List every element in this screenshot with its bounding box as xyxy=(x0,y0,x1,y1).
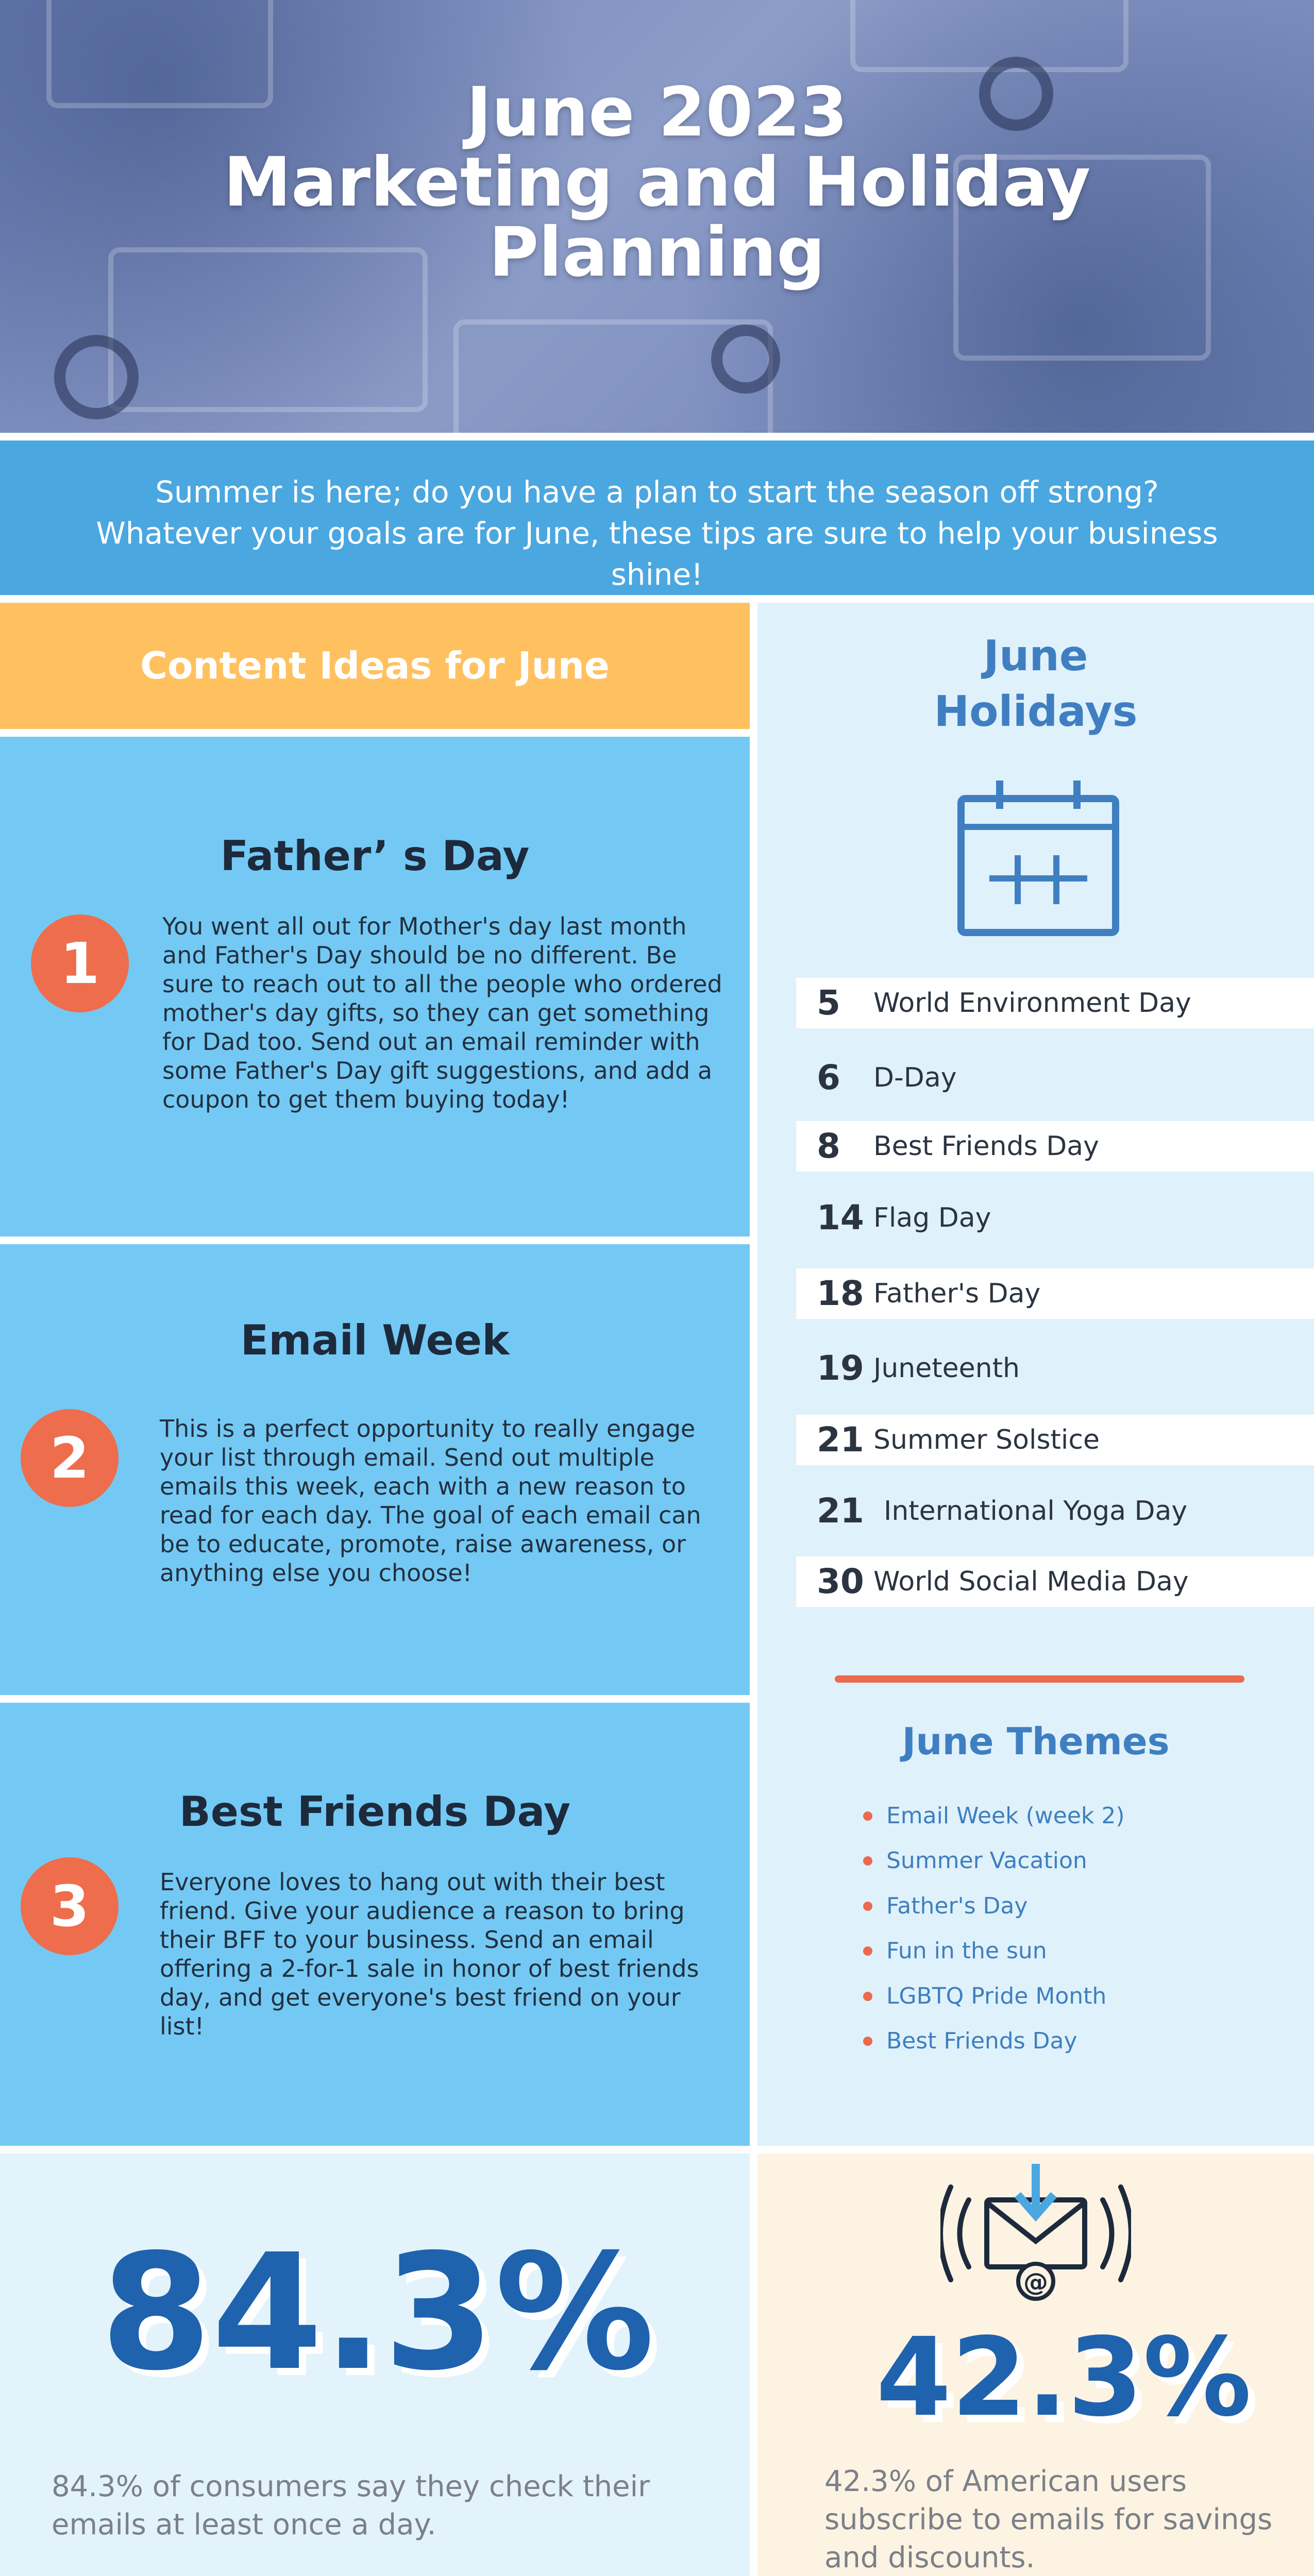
holidays-title: June Holidays xyxy=(934,632,1138,736)
hero-banner xyxy=(0,0,1314,433)
holiday-day: 8 xyxy=(817,1126,840,1166)
intro-banner xyxy=(0,440,1314,595)
number-badge: 3 xyxy=(21,1857,119,1955)
holiday-name: Flag Day xyxy=(873,1202,991,1233)
stat-value: 42.3% xyxy=(876,2314,1252,2441)
theme-label: Email Week (week 2) xyxy=(886,1803,1125,1829)
theme-item xyxy=(886,1845,1087,1876)
coffee-cup-shape xyxy=(54,335,139,419)
holiday-name: World Social Media Day xyxy=(873,1566,1189,1597)
bullet-icon xyxy=(863,1946,872,1956)
holiday-day: 14 xyxy=(817,1198,864,1238)
bullet-icon xyxy=(863,1856,872,1866)
idea-title: Father’ s Day xyxy=(220,832,530,880)
idea-title: Best Friends Day xyxy=(179,1788,571,1836)
stat-value: 84.3% xyxy=(100,2220,655,2406)
number-badge: 1 xyxy=(31,914,129,1012)
holiday-day: 18 xyxy=(817,1274,864,1313)
theme-label: Best Friends Day xyxy=(886,2028,1077,2054)
holiday-row xyxy=(796,1268,1314,1319)
holiday-day: 30 xyxy=(817,1562,864,1601)
holiday-row xyxy=(796,1121,1314,1172)
theme-label: LGBTQ Pride Month xyxy=(886,1983,1107,2009)
theme-label: Fun in the sun xyxy=(886,1938,1047,1964)
theme-item xyxy=(886,1981,1106,2012)
holiday-name: International Yoga Day xyxy=(884,1496,1188,1527)
theme-item xyxy=(886,1891,1027,1922)
stat-text: 84.3% of consumers say they check their emails at least once a day. xyxy=(52,2470,650,2541)
bullet-icon xyxy=(863,1902,872,1911)
holiday-day: 19 xyxy=(817,1348,864,1388)
intro-text: Summer is here; do you have a plan to start the season off strong? Whatever your goals are for June, these tips are sure to help your business shine! xyxy=(96,474,1218,592)
idea-body: This is a perfect opportunity to really engage your list through email. Send out multiple emails this week, each with a new reason to read for each day. The goal of each email can be to educate, promote, raise awareness, or anything else you choose! xyxy=(160,1415,701,1587)
holiday-row xyxy=(796,1415,1314,1465)
holiday-name: Summer Solstice xyxy=(873,1425,1100,1455)
idea-card-email-week xyxy=(0,1244,750,1695)
stat-card-email-savings xyxy=(757,2154,1314,2576)
idea-card-best-friends-day xyxy=(0,1703,750,2146)
theme-label: Summer Vacation xyxy=(886,1848,1087,1874)
number-badge: 2 xyxy=(21,1409,119,1507)
stat-text: 42.3% of American users subscribe to emails for savings and discounts. xyxy=(824,2465,1273,2574)
themes-title: June Themes xyxy=(902,1720,1170,1763)
idea-card-fathers-day xyxy=(0,737,750,1236)
holiday-day: 6 xyxy=(817,1058,840,1097)
idea-title: Email Week xyxy=(240,1316,510,1364)
section-divider xyxy=(835,1675,1244,1683)
content-ideas-title: Content Ideas for June xyxy=(140,644,610,687)
holiday-row xyxy=(796,1556,1314,1607)
stat-card-emails-daily xyxy=(0,2154,750,2576)
bullet-icon xyxy=(863,1811,872,1821)
holiday-row xyxy=(796,1486,1314,1536)
holiday-row xyxy=(796,1193,1314,1243)
holiday-day: 21 xyxy=(817,1420,864,1460)
holiday-row xyxy=(796,1053,1314,1103)
laptop-shape xyxy=(850,0,1128,72)
page-title: June 2023 Marketing and Holiday Planning xyxy=(223,73,1091,292)
coffee-cup-shape xyxy=(711,325,780,394)
idea-body: You went all out for Mother's day last month and Father's Day should be no different. Be sure to reach out to all the people who ordered mother's day gifts, so they can get something for Dad too. Send out an email reminder with some Father's Day gift suggestions, and add a coupon to get them buying today! xyxy=(162,912,722,1113)
holiday-day: 21 xyxy=(817,1491,864,1531)
svg-text:@: @ xyxy=(1023,2268,1048,2297)
june-holidays-panel xyxy=(757,603,1314,2146)
email-broadcast-icon xyxy=(940,2164,1131,2303)
holiday-name: D-Day xyxy=(873,1062,957,1093)
theme-item xyxy=(886,2026,1077,2057)
bullet-icon xyxy=(863,2037,872,2046)
idea-body: Everyone loves to hang out with their best friend. Give your audience a reason to bring their BFF to your business. Send an email offering a 2-for-1 sale in honor of best friends day, and get everyone's best friend on your list! xyxy=(160,1868,699,2040)
content-ideas-header xyxy=(0,603,750,729)
theme-item xyxy=(886,1936,1047,1967)
holiday-day: 5 xyxy=(817,983,840,1023)
holiday-name: Father's Day xyxy=(873,1278,1041,1309)
holiday-name: Juneteenth xyxy=(873,1353,1020,1384)
bullet-icon xyxy=(863,1992,872,2001)
holiday-row xyxy=(796,978,1314,1028)
calendar-icon xyxy=(956,778,1121,938)
holiday-name: Best Friends Day xyxy=(873,1131,1099,1162)
holiday-name: World Environment Day xyxy=(873,988,1191,1019)
theme-label: Father's Day xyxy=(886,1893,1028,1919)
theme-item xyxy=(886,1801,1125,1832)
holiday-row xyxy=(796,1343,1314,1394)
